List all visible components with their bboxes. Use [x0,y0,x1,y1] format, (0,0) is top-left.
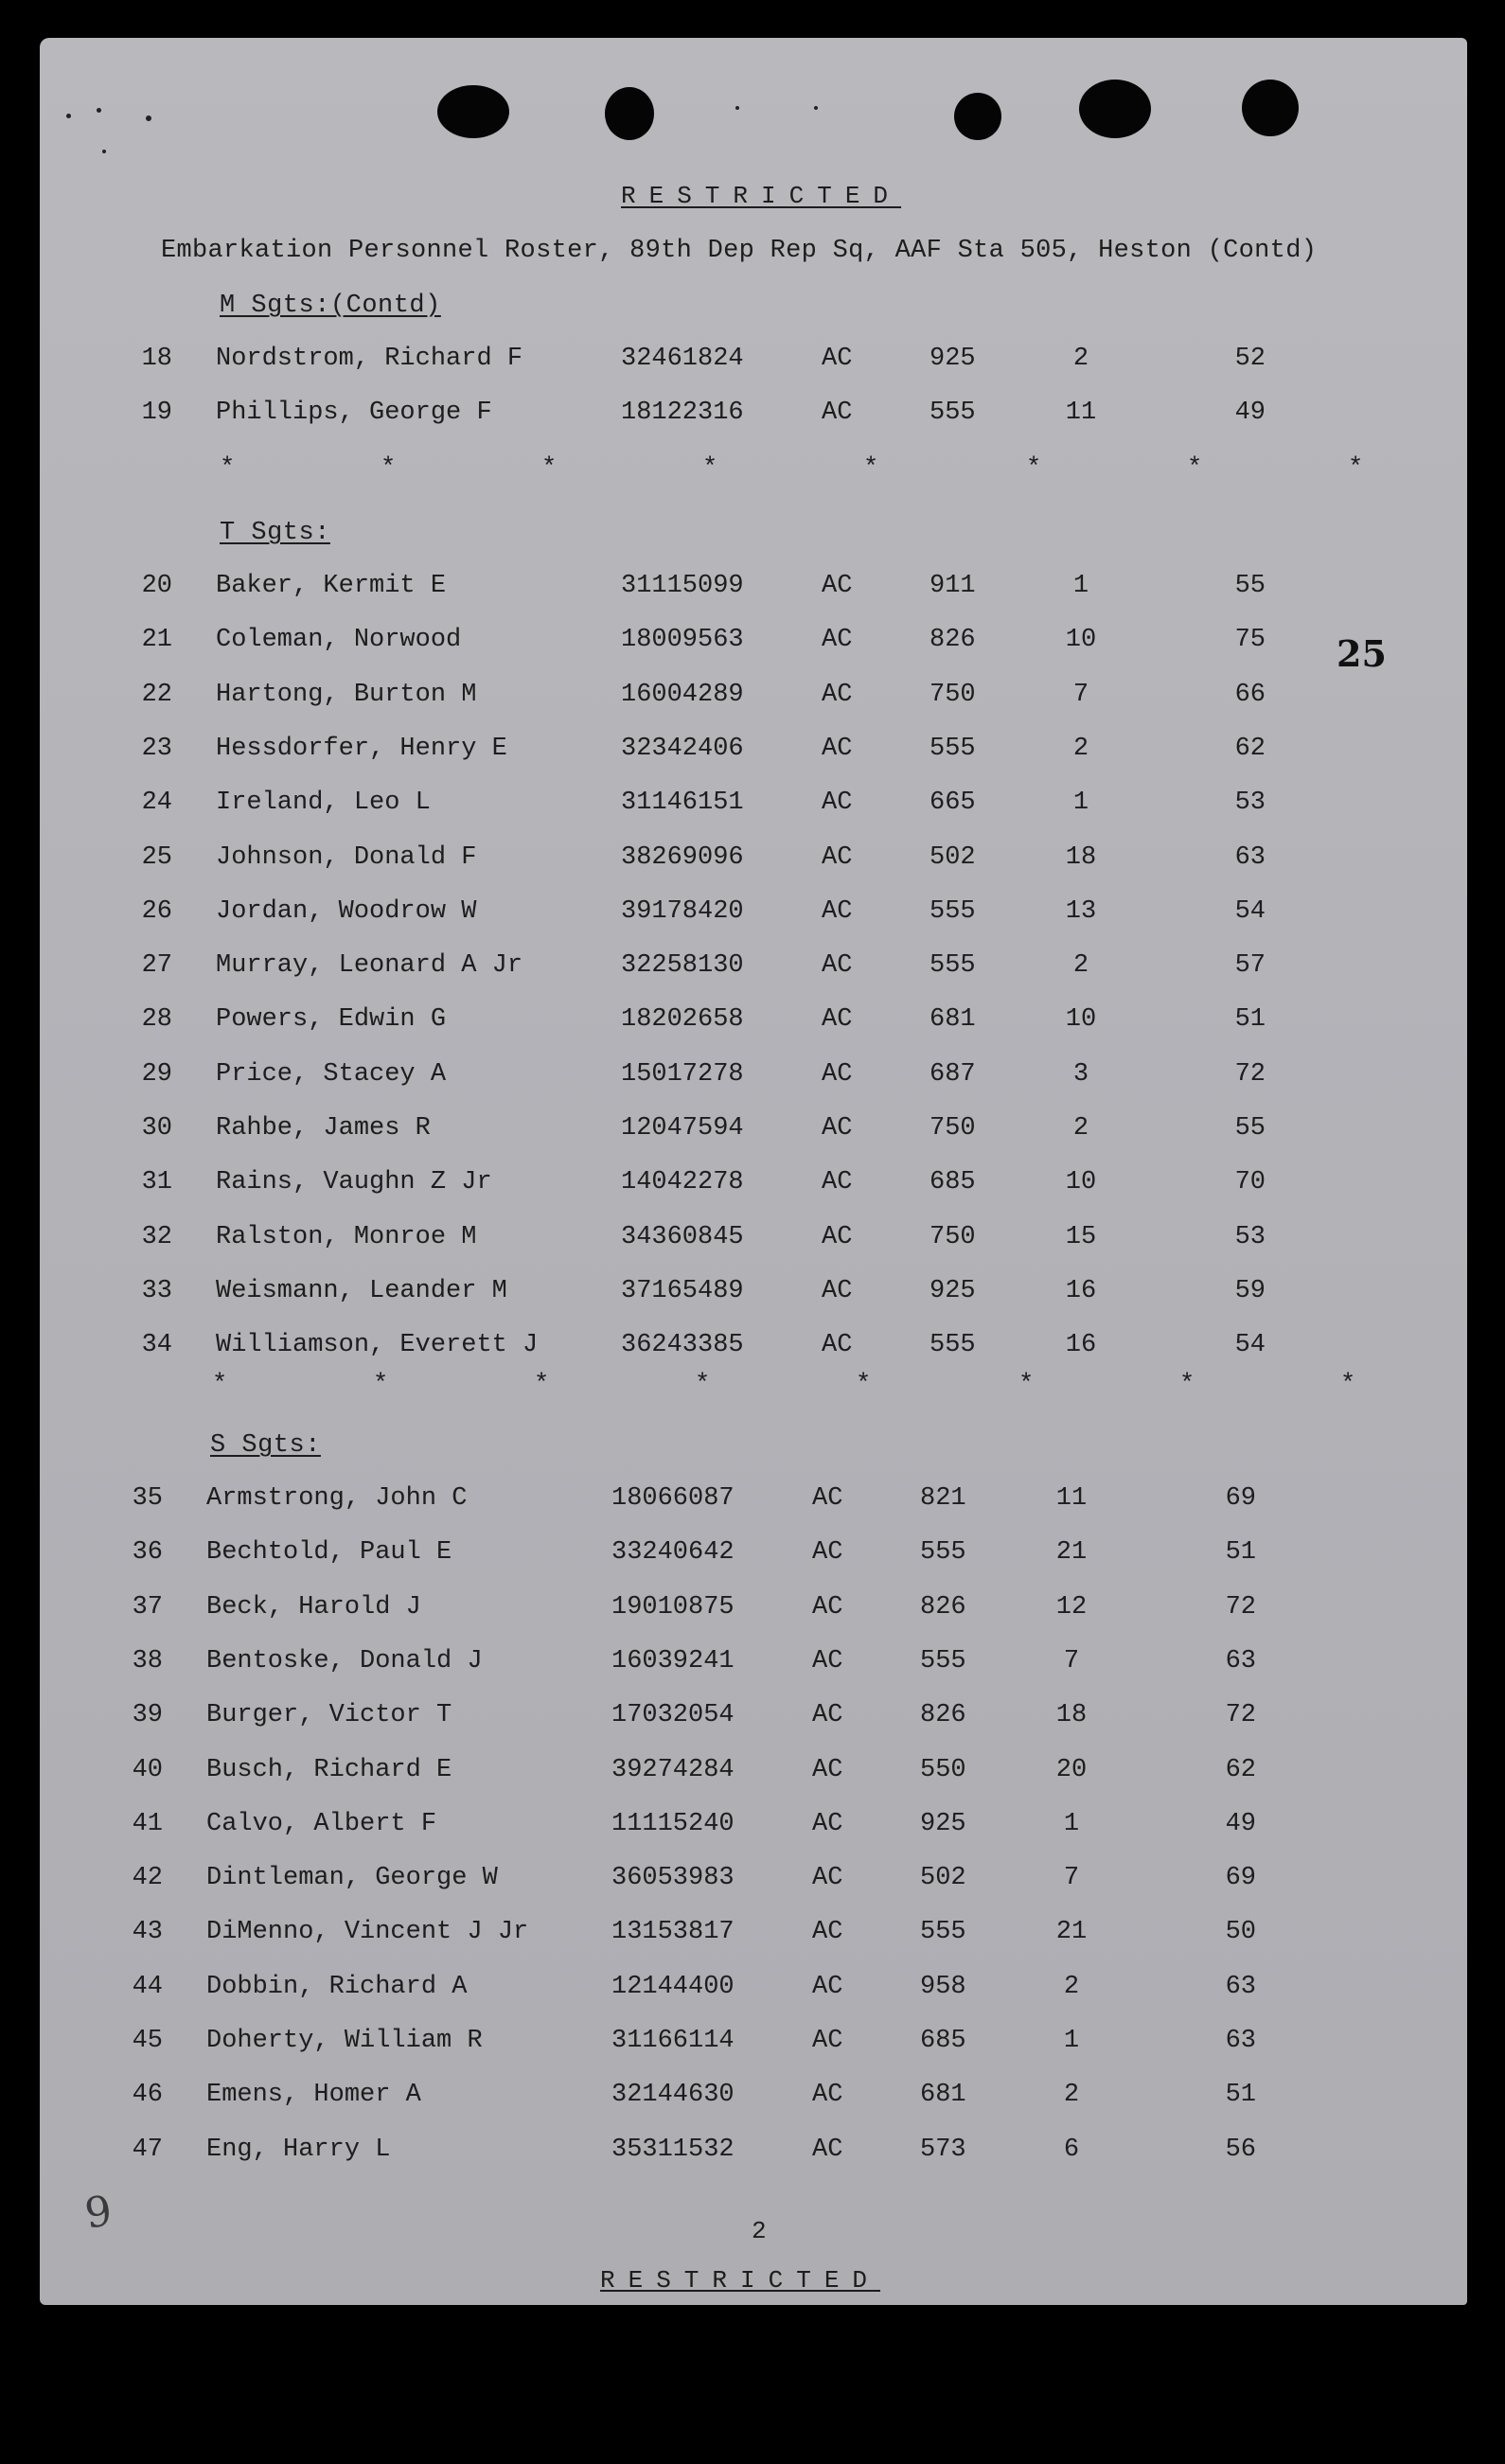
branch: AC [822,1114,853,1143]
value-2: 69 [1225,1864,1256,1892]
value-2: 49 [1225,1810,1256,1838]
value-2: 62 [1234,735,1266,763]
separator-star: * [1348,454,1364,483]
side-page-number: 25 [1337,632,1387,675]
member-name: Armstrong, John C [206,1484,468,1513]
serial-number: 39274284 [611,1756,735,1784]
punch-hole [437,85,509,138]
row-number: 23 [141,735,172,763]
member-name: Powers, Edwin G [216,1005,447,1034]
member-name: Dintleman, George W [206,1864,498,1892]
branch: AC [822,399,853,427]
branch: AC [812,2081,843,2109]
value-2: 69 [1225,1484,1256,1513]
mos-code: 550 [920,1756,966,1784]
mos-code: 665 [930,789,976,817]
value-1: 11 [1055,1484,1088,1513]
branch: AC [812,1918,843,1946]
member-name: Bechtold, Paul E [206,1538,452,1567]
value-1: 2 [1072,951,1089,980]
row-number: 47 [132,2136,163,2164]
value-1: 1 [1072,572,1089,600]
row-number: 27 [141,951,172,980]
member-name: Weismann, Leander M [216,1277,507,1305]
branch: AC [822,789,853,817]
value-1: 18 [1055,1701,1088,1729]
mos-code: 826 [920,1701,966,1729]
branch: AC [812,1484,843,1513]
table-row [40,2136,1467,2173]
member-name: Ireland, Leo L [216,789,431,817]
table-row [40,1918,1467,1956]
row-number: 39 [132,1701,163,1729]
branch: AC [812,1538,843,1567]
table-row [40,1277,1467,1315]
value-2: 63 [1225,1973,1256,2001]
value-1: 2 [1072,1114,1089,1143]
branch: AC [822,951,853,980]
value-2: 63 [1225,2027,1256,2055]
branch: AC [812,1647,843,1675]
table-row [40,1864,1467,1902]
branch: AC [822,897,853,926]
row-number: 44 [132,1973,163,2001]
value-2: 59 [1234,1277,1266,1305]
section-title: T Sgts: [220,519,330,547]
value-1: 18 [1065,843,1097,872]
value-2: 55 [1234,572,1266,600]
mos-code: 925 [930,345,976,373]
table-row [40,843,1467,881]
value-1: 13 [1065,897,1097,926]
row-number: 35 [132,1484,163,1513]
value-1: 10 [1065,626,1097,654]
mos-code: 826 [930,626,976,654]
value-1: 1 [1063,2027,1080,2055]
value-2: 72 [1225,1701,1256,1729]
roster-page [40,38,1467,2305]
table-row [40,897,1467,935]
value-1: 1 [1063,1810,1080,1838]
separator-star: * [695,1371,711,1399]
serial-number: 12047594 [621,1114,744,1143]
value-2: 50 [1225,1918,1256,1946]
member-name: Baker, Kermit E [216,572,447,600]
separator-star: * [1187,454,1203,483]
table-row [40,626,1467,664]
row-number: 24 [141,789,172,817]
row-number: 30 [141,1114,172,1143]
table-row [40,1484,1467,1522]
corner-mark: 9 [81,2187,115,2239]
section-title: M Sgts:(Contd) [220,292,441,320]
table-row [40,1331,1467,1369]
value-2: 63 [1225,1647,1256,1675]
row-number: 26 [141,897,172,926]
value-2: 54 [1234,897,1266,926]
branch: AC [822,735,853,763]
table-row [40,735,1467,772]
row-number: 32 [141,1223,172,1251]
branch: AC [812,2136,843,2164]
speck [735,106,739,110]
branch: AC [822,1060,853,1089]
value-2: 53 [1234,789,1266,817]
value-1: 2 [1063,1973,1080,2001]
speck [102,150,106,153]
serial-number: 34360845 [621,1223,744,1251]
value-2: 66 [1234,681,1266,709]
mos-code: 555 [930,735,976,763]
branch: AC [812,1593,843,1622]
row-number: 28 [141,1005,172,1034]
branch: AC [812,1810,843,1838]
serial-number: 18202658 [621,1005,744,1034]
serial-number: 19010875 [611,1593,735,1622]
member-name: Busch, Richard E [206,1756,452,1784]
branch: AC [812,1756,843,1784]
member-name: Rains, Vaughn Z Jr [216,1168,492,1197]
table-row [40,2081,1467,2118]
serial-number: 16039241 [611,1647,735,1675]
mos-code: 911 [930,572,976,600]
serial-number: 18066087 [611,1484,735,1513]
row-number: 21 [141,626,172,654]
member-name: Rahbe, James R [216,1114,431,1143]
mos-code: 685 [930,1168,976,1197]
value-2: 51 [1234,1005,1266,1034]
value-2: 49 [1234,399,1266,427]
member-name: Coleman, Norwood [216,626,462,654]
value-1: 11 [1065,399,1097,427]
branch: AC [822,1168,853,1197]
serial-number: 31146151 [621,789,744,817]
table-row [40,1810,1467,1848]
section-title: S Sgts: [210,1431,321,1460]
value-1: 7 [1063,1864,1080,1892]
serial-number: 18122316 [621,399,744,427]
row-number: 45 [132,2027,163,2055]
table-row [40,789,1467,826]
branch: AC [822,345,853,373]
value-1: 3 [1072,1060,1089,1089]
mos-code: 555 [920,1647,966,1675]
speck [97,108,101,113]
serial-number: 12144400 [611,1973,735,2001]
separator-star: * [1018,1371,1035,1399]
separator-star: * [381,454,397,483]
serial-number: 13153817 [611,1918,735,1946]
value-2: 55 [1234,1114,1266,1143]
member-name: Emens, Homer A [206,2081,421,2109]
mos-code: 502 [920,1864,966,1892]
serial-number: 32342406 [621,735,744,763]
branch: AC [822,843,853,872]
value-1: 10 [1065,1005,1097,1034]
serial-number: 32258130 [621,951,744,980]
value-1: 2 [1063,2081,1080,2109]
separator-star: * [1026,454,1042,483]
value-1: 7 [1072,681,1089,709]
member-name: Johnson, Donald F [216,843,477,872]
serial-number: 11115240 [611,1810,735,1838]
roster-title: Embarkation Personnel Roster, 89th Dep Rep Sq, AAF Sta 505, Heston (Contd) [161,237,1318,265]
serial-number: 36243385 [621,1331,744,1359]
row-number: 31 [141,1168,172,1197]
member-name: Hessdorfer, Henry E [216,735,507,763]
speck [814,106,818,110]
row-number: 34 [141,1331,172,1359]
separator-star: * [212,1371,228,1399]
mos-code: 750 [930,1114,976,1143]
serial-number: 39178420 [621,897,744,926]
separator-star: * [863,454,879,483]
row-number: 36 [132,1538,163,1567]
value-2: 52 [1234,345,1266,373]
row-number: 40 [132,1756,163,1784]
serial-number: 18009563 [621,626,744,654]
value-1: 12 [1055,1593,1088,1622]
value-1: 16 [1065,1277,1097,1305]
row-number: 38 [132,1647,163,1675]
value-2: 57 [1234,951,1266,980]
branch: AC [822,1331,853,1359]
member-name: Murray, Leonard A Jr [216,951,523,980]
table-row [40,1223,1467,1261]
value-2: 56 [1225,2136,1256,2164]
separator-star: * [534,1371,550,1399]
serial-number: 31115099 [621,572,744,600]
serial-number: 16004289 [621,681,744,709]
value-2: 75 [1234,626,1266,654]
serial-number: 35311532 [611,2136,735,2164]
value-1: 7 [1063,1647,1080,1675]
separator-star: * [373,1371,389,1399]
mos-code: 681 [930,1005,976,1034]
member-name: Hartong, Burton M [216,681,477,709]
value-2: 62 [1225,1756,1256,1784]
member-name: Bentoske, Donald J [206,1647,483,1675]
serial-number: 14042278 [621,1168,744,1197]
mos-code: 750 [930,1223,976,1251]
row-number: 22 [141,681,172,709]
mos-code: 555 [930,1331,976,1359]
member-name: Beck, Harold J [206,1593,421,1622]
member-name: Calvo, Albert F [206,1810,437,1838]
mos-code: 925 [920,1810,966,1838]
mos-code: 685 [920,2027,966,2055]
table-row [40,345,1467,382]
value-1: 16 [1065,1331,1097,1359]
mos-code: 555 [930,951,976,980]
value-1: 21 [1055,1538,1088,1567]
member-name: Phillips, George F [216,399,492,427]
mos-code: 555 [920,1538,966,1567]
table-row [40,1756,1467,1794]
mos-code: 573 [920,2136,966,2164]
table-row [40,1114,1467,1152]
mos-code: 681 [920,2081,966,2109]
row-number: 25 [141,843,172,872]
table-row [40,1168,1467,1206]
punch-hole [605,87,654,140]
member-name: DiMenno, Vincent J Jr [206,1918,529,1946]
table-row [40,1973,1467,2011]
branch: AC [822,1005,853,1034]
value-2: 63 [1234,843,1266,872]
value-2: 70 [1234,1168,1266,1197]
mos-code: 821 [920,1484,966,1513]
serial-number: 33240642 [611,1538,735,1567]
table-row [40,1593,1467,1631]
serial-number: 17032054 [611,1701,735,1729]
table-row [40,572,1467,610]
classification-footer: RESTRICTED [600,2266,881,2295]
row-number: 41 [132,1810,163,1838]
mos-code: 687 [930,1060,976,1089]
mos-code: 925 [930,1277,976,1305]
member-name: Dobbin, Richard A [206,1973,468,2001]
value-2: 53 [1234,1223,1266,1251]
value-2: 51 [1225,2081,1256,2109]
value-1: 2 [1072,345,1089,373]
page-number: 2 [752,2217,768,2245]
value-1: 6 [1063,2136,1080,2164]
mos-code: 555 [920,1918,966,1946]
separator-star: * [541,454,558,483]
separator-star: * [702,454,718,483]
branch: AC [812,1864,843,1892]
separator-star: * [220,454,236,483]
table-row [40,1538,1467,1576]
member-name: Eng, Harry L [206,2136,391,2164]
table-row [40,951,1467,989]
branch: AC [812,1701,843,1729]
value-1: 10 [1065,1168,1097,1197]
row-number: 29 [141,1060,172,1089]
row-number: 33 [141,1277,172,1305]
table-row [40,681,1467,718]
branch: AC [822,1223,853,1251]
value-2: 72 [1225,1593,1256,1622]
separator-row [40,454,1467,492]
punch-hole [954,93,1001,140]
serial-number: 38269096 [621,843,744,872]
classification-header: RESTRICTED [621,182,902,210]
table-row [40,1005,1467,1043]
member-name: Nordstrom, Richard F [216,345,523,373]
row-number: 43 [132,1918,163,1946]
mos-code: 826 [920,1593,966,1622]
branch: AC [822,572,853,600]
mos-code: 750 [930,681,976,709]
separator-star: * [856,1371,872,1399]
row-number: 20 [141,572,172,600]
speck [66,114,71,118]
mos-code: 555 [930,897,976,926]
branch: AC [812,2027,843,2055]
member-name: Burger, Victor T [206,1701,452,1729]
branch: AC [822,1277,853,1305]
serial-number: 32144630 [611,2081,735,2109]
member-name: Price, Stacey A [216,1060,447,1089]
separator-row [40,1371,1467,1409]
row-number: 46 [132,2081,163,2109]
value-1: 15 [1065,1223,1097,1251]
value-2: 72 [1234,1060,1266,1089]
row-number: 18 [141,345,172,373]
speck [146,115,151,121]
table-row [40,1701,1467,1739]
serial-number: 31166114 [611,2027,735,2055]
member-name: Jordan, Woodrow W [216,897,477,926]
branch: AC [812,1973,843,2001]
punch-hole [1079,80,1151,138]
value-1: 2 [1072,735,1089,763]
serial-number: 36053983 [611,1864,735,1892]
table-row [40,1647,1467,1685]
value-1: 20 [1055,1756,1088,1784]
punch-hole [1242,80,1299,136]
separator-star: * [1340,1371,1356,1399]
mos-code: 555 [930,399,976,427]
table-row [40,2027,1467,2065]
member-name: Williamson, Everett J [216,1331,539,1359]
value-1: 1 [1072,789,1089,817]
serial-number: 15017278 [621,1060,744,1089]
branch: AC [822,681,853,709]
row-number: 42 [132,1864,163,1892]
mos-code: 502 [930,843,976,872]
row-number: 37 [132,1593,163,1622]
serial-number: 37165489 [621,1277,744,1305]
member-name: Ralston, Monroe M [216,1223,477,1251]
branch: AC [822,626,853,654]
value-2: 51 [1225,1538,1256,1567]
table-row [40,399,1467,436]
value-2: 54 [1234,1331,1266,1359]
member-name: Doherty, William R [206,2027,483,2055]
mos-code: 958 [920,1973,966,2001]
separator-star: * [1179,1371,1195,1399]
table-row [40,1060,1467,1098]
serial-number: 32461824 [621,345,744,373]
value-1: 21 [1055,1918,1088,1946]
row-number: 19 [141,399,172,427]
